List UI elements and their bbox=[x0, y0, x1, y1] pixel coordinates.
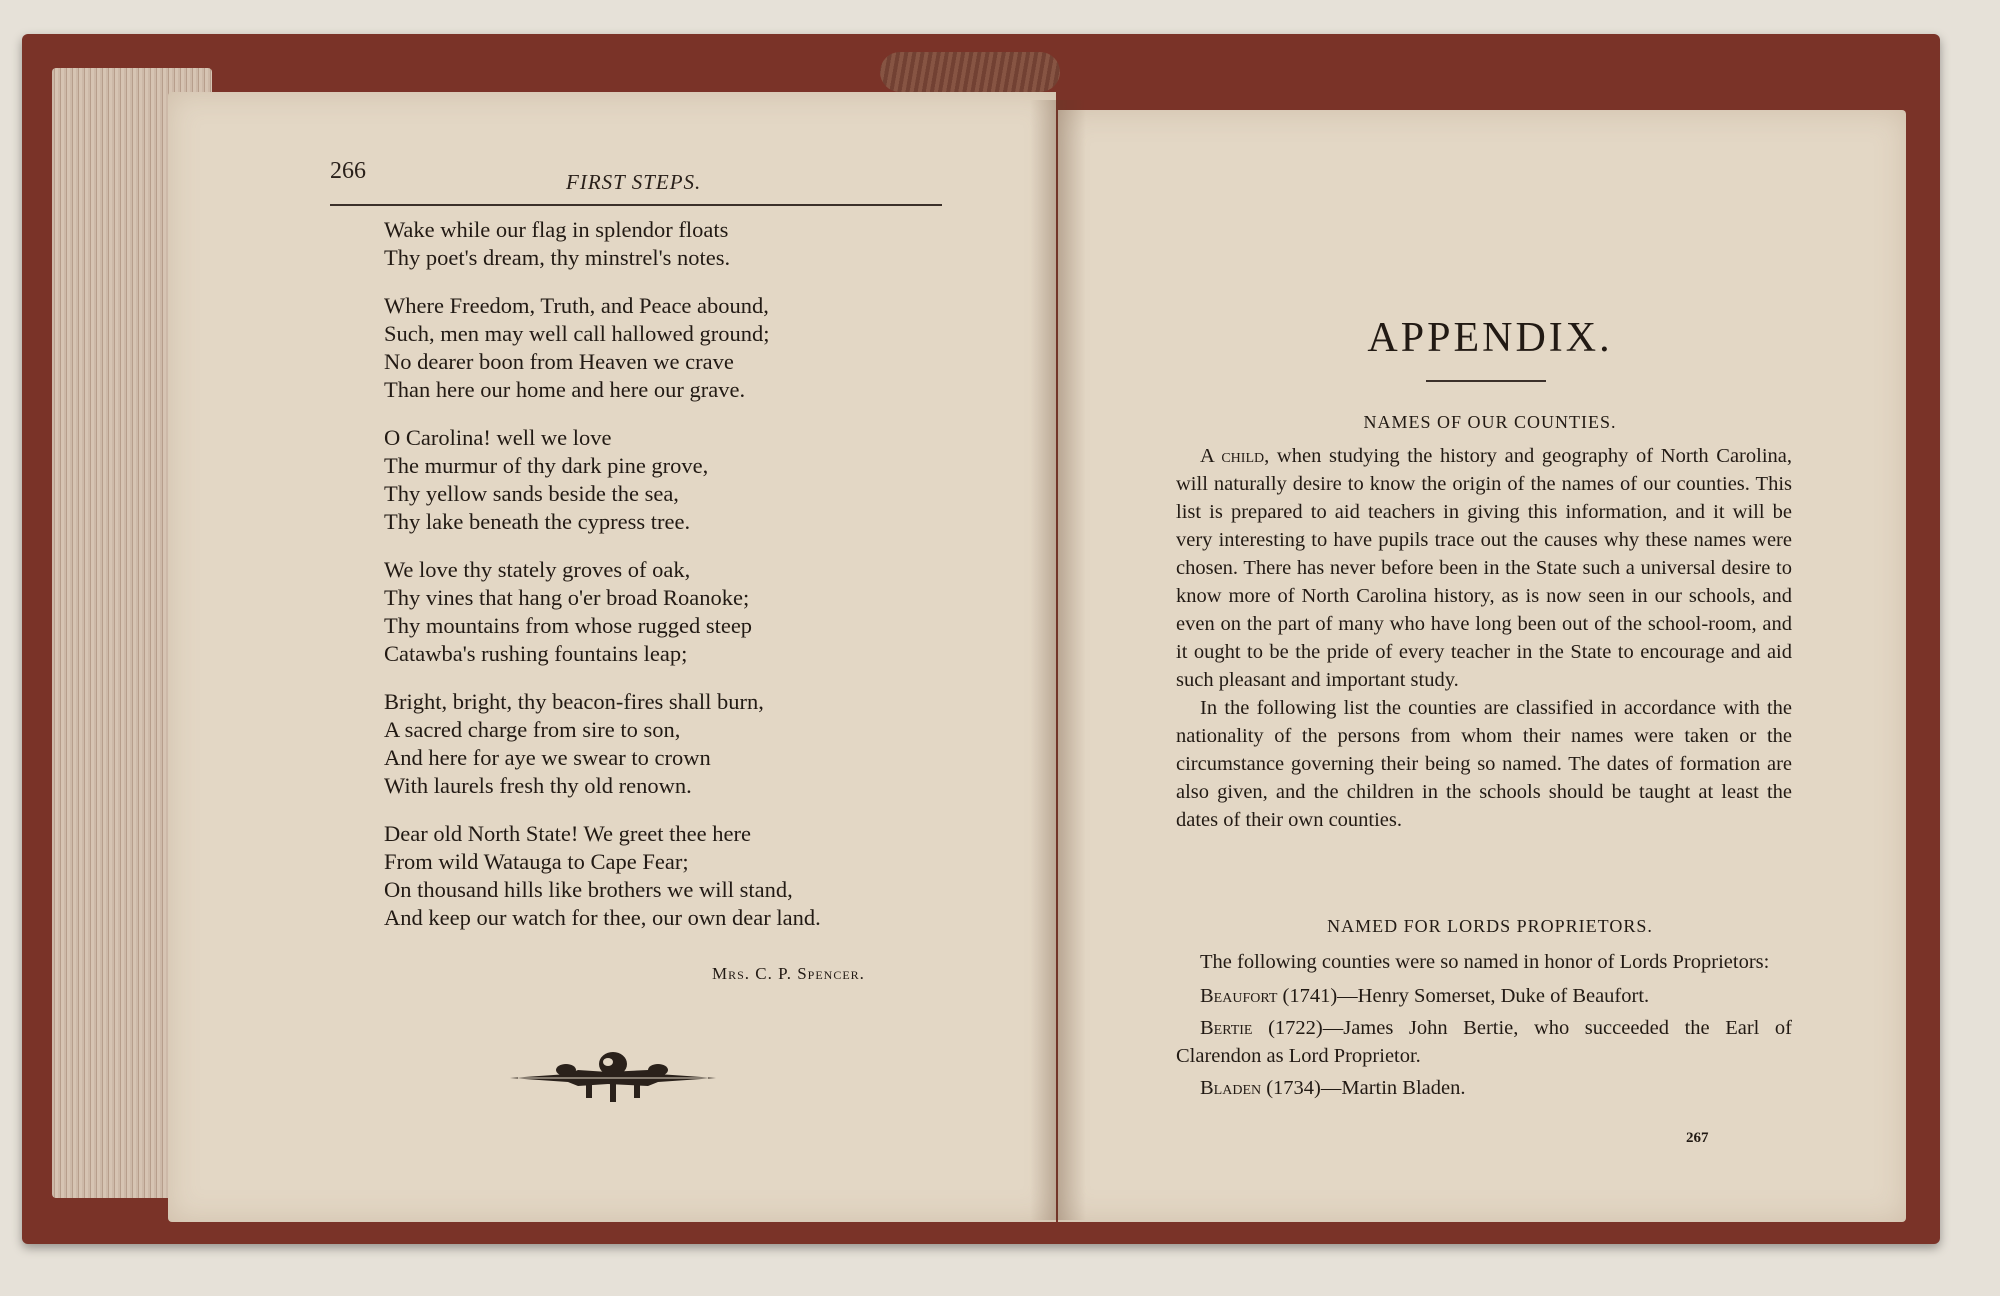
stanza bbox=[384, 216, 944, 272]
county-name: Bladen bbox=[1200, 1077, 1262, 1099]
title-rule bbox=[1426, 380, 1546, 382]
county-entry bbox=[1176, 1074, 1792, 1102]
poem-line: No dearer boon from Heaven we crave bbox=[384, 349, 734, 374]
paragraph: The following counties were so named in honor of Lords Proprietors: bbox=[1200, 951, 1770, 973]
appendix-title: APPENDIX. bbox=[1367, 315, 1613, 361]
poem-line: Thy mountains from whose rugged steep bbox=[384, 613, 753, 638]
stanza bbox=[384, 424, 944, 536]
poem-line: Thy lake beneath the cypress tree. bbox=[384, 509, 691, 534]
poem-line: Catawba's rushing fountains leap; bbox=[384, 641, 688, 666]
section-heading-lords: NAMED FOR LORDS PROPRIETORS. bbox=[1327, 916, 1653, 936]
poem-line: Thy yellow sands beside the sea, bbox=[384, 481, 679, 506]
poem bbox=[384, 216, 944, 952]
county-name: Bertie bbox=[1200, 1017, 1253, 1039]
poem-line: With laurels fresh thy old renown. bbox=[384, 773, 692, 798]
lords-list bbox=[1176, 948, 1792, 1102]
paragraph: In the following list the counties are classified in accordance with the nationality of the persons from whom their names were taken or the circumstance governing their being so named. The dates of formation are also given, and the children in the schools should be taught at least the dates of their own counties. bbox=[1176, 697, 1792, 831]
county-name: Beaufort bbox=[1200, 985, 1278, 1007]
poem-line: And keep our watch for thee, our own dear land. bbox=[384, 905, 821, 930]
stanza bbox=[384, 688, 944, 800]
county-text: (1722)—James John Bertie, who succeeded the Earl of Clarendon as Lord Proprietor. bbox=[1176, 1017, 1792, 1067]
paragraph bbox=[1176, 442, 1792, 694]
poem-line: Dear old North State! We greet thee here bbox=[384, 821, 751, 846]
page-number-left: 266 bbox=[330, 158, 366, 184]
poem-line: From wild Watauga to Cape Fear; bbox=[384, 849, 689, 874]
poem-line: The murmur of thy dark pine grove, bbox=[384, 453, 709, 478]
page-gutter bbox=[1030, 100, 1086, 1220]
poem-line: O Carolina! well we love bbox=[384, 425, 612, 450]
poem-line: Thy poet's dream, thy minstrel's notes. bbox=[384, 245, 731, 270]
poem-line: And here for aye we swear to crown bbox=[384, 745, 711, 770]
stanza bbox=[384, 292, 944, 404]
poem-attribution: Mrs. C. P. Spencer. bbox=[712, 964, 865, 983]
printer-ornament-icon bbox=[508, 1048, 718, 1106]
poem-line: Than here our home and here our grave. bbox=[384, 377, 746, 402]
poem-line: Bright, bright, thy beacon-fires shall burn, bbox=[384, 689, 764, 714]
poem-line: On thousand hills like brothers we will stand, bbox=[384, 877, 793, 902]
paragraph-text: when studying the history and geography of North Carolina, will naturally desire to know the origin of the names of our counties. This list is prepared to aid teachers in giving this information, and it will be very interesting to have pupils trace out the causes why these names were chosen. There has never before been in the State such a universal desire to know more of North Carolina history, as is now seen in our schools, and even on the part of many who have long been out of the school-room, and it ought to be the pride of every teacher in the State to encourage and aid such pleasant and important study. bbox=[1176, 445, 1792, 691]
section-heading-counties: NAMES OF OUR COUNTIES. bbox=[1363, 412, 1617, 432]
stanza bbox=[384, 556, 944, 668]
poem-line: A sacred charge from sire to son, bbox=[384, 717, 681, 742]
intro-text bbox=[1176, 442, 1792, 834]
lead-word: A child, bbox=[1200, 445, 1270, 467]
county-entry bbox=[1176, 1014, 1792, 1070]
header-rule bbox=[330, 204, 942, 206]
poem-line: Such, men may well call hallowed ground; bbox=[384, 321, 770, 346]
running-head: FIRST STEPS. bbox=[566, 170, 702, 194]
page-number-right: 267 bbox=[1686, 1130, 1709, 1146]
county-text: (1734)—Martin Bladen. bbox=[1261, 1077, 1466, 1099]
county-entry bbox=[1176, 982, 1792, 1010]
poem-line: Where Freedom, Truth, and Peace abound, bbox=[384, 293, 769, 318]
poem-line: Wake while our flag in splendor floats bbox=[384, 217, 729, 242]
poem-line: Thy vines that hang o'er broad Roanoke; bbox=[384, 585, 750, 610]
poem-line: We love thy stately groves of oak, bbox=[384, 557, 691, 582]
county-text: (1741)—Henry Somerset, Duke of Beaufort. bbox=[1277, 985, 1650, 1007]
book-spine bbox=[880, 52, 1060, 92]
stanza bbox=[384, 820, 944, 932]
